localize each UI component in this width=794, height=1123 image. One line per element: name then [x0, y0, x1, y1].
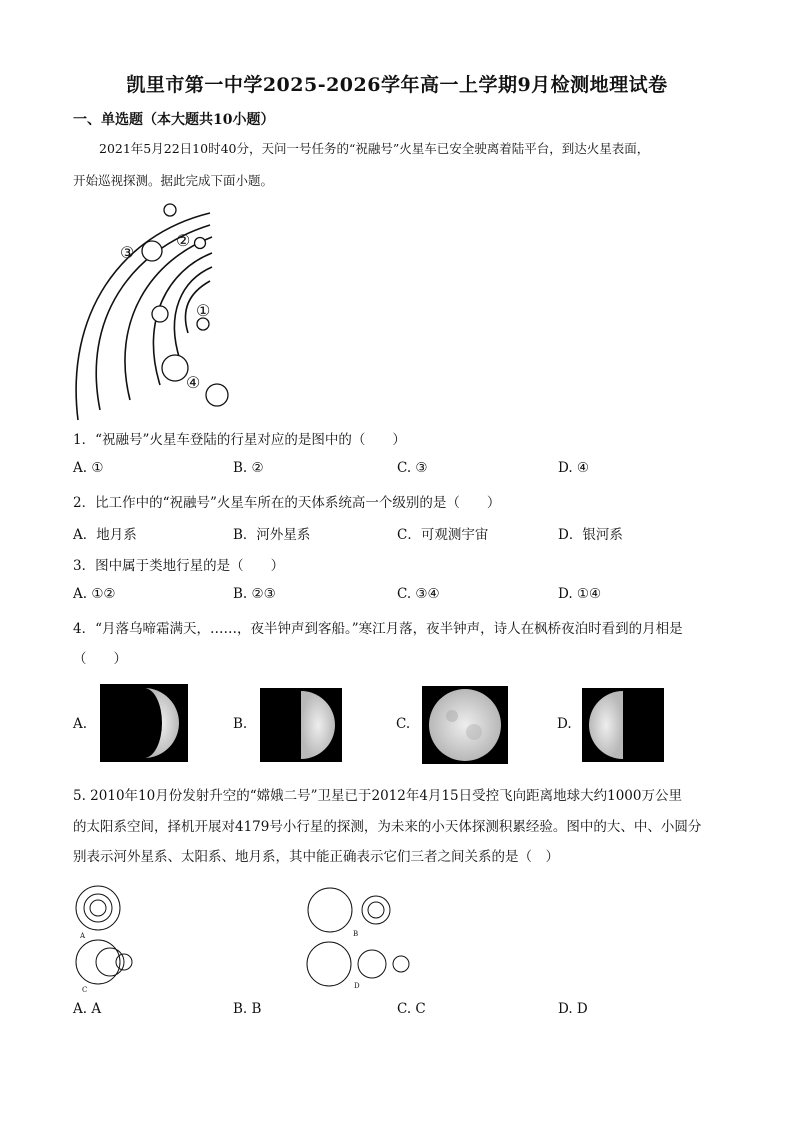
- moon-phase-b-image[interactable]: [260, 688, 342, 762]
- question-2-options: [73, 523, 733, 545]
- diagram-b-small-circle: [368, 902, 384, 918]
- option-d[interactable]: D. ①④: [558, 586, 602, 602]
- option-a[interactable]: A. A: [73, 1001, 102, 1017]
- moon-phase-a-image[interactable]: [100, 684, 188, 762]
- diagram-b-large-circle: [308, 888, 352, 932]
- option-a[interactable]: A.: [73, 716, 88, 732]
- diagram-d-medium-circle: [358, 950, 386, 978]
- diagram-a-label: A: [80, 932, 86, 940]
- question-4-stem-line-1: 4．“月落乌啼霜满天，……，夜半钟声到客船。”寒江月落，夜半钟声，诗人在枫桥夜泊时看到的月相是: [73, 621, 683, 637]
- question-3-stem: 3．图中属于类地行星的是（ ）: [73, 558, 285, 574]
- option-b[interactable]: B．河外星系: [233, 527, 311, 543]
- option-b[interactable]: B. B: [233, 1001, 262, 1017]
- question-1-stem: 1．“祝融号”火星车登陆的行星对应的是图中的（ ）: [73, 432, 406, 448]
- diagram-a-medium-circle: [84, 894, 112, 922]
- option-b[interactable]: B.: [233, 716, 248, 732]
- option-a[interactable]: A．地月系: [73, 527, 137, 543]
- diagram-b-label: B: [353, 930, 359, 938]
- page-title: 凯里市第一中学2025-2026学年高一上学期9月检测地理试卷: [126, 74, 668, 96]
- passage-line-2: 开始巡视探测。据此完成下面小题。: [73, 173, 274, 188]
- planet-circle: [162, 355, 188, 381]
- option-d[interactable]: D.: [557, 716, 572, 732]
- galaxy-relationship-diagrams: [70, 884, 430, 996]
- diagram-d-small-circle: [393, 956, 409, 972]
- planet-circle: [152, 306, 168, 322]
- diagram-d-label: D: [354, 982, 360, 990]
- planet-circle: [195, 238, 206, 249]
- solar-system-orbit-figure: [60, 195, 260, 425]
- question-5-stem-line-3: 别表示河外星系、太阳系、地月系，其中能正确表示它们三者之间关系的是（ ）: [73, 849, 559, 865]
- option-c[interactable]: C.: [396, 716, 411, 732]
- moon-phase-d-image[interactable]: [582, 688, 664, 762]
- option-a[interactable]: A. ①: [73, 460, 104, 476]
- option-c[interactable]: C. ③④: [397, 586, 440, 602]
- option-c[interactable]: C. ③: [397, 460, 428, 476]
- planet-circle: [142, 241, 162, 261]
- orbit-mark: ③: [120, 243, 135, 262]
- option-a[interactable]: A. ①②: [73, 586, 116, 602]
- question-2-stem: 2．比工作中的“祝融号”火星车所在的天体系统高一个级别的是（ ）: [73, 495, 501, 511]
- option-b[interactable]: B. ②③: [233, 586, 276, 602]
- option-d[interactable]: D．银河系: [558, 527, 623, 543]
- orbit-mark: ④: [186, 373, 201, 392]
- passage-line-1: 2021年5月22日10时40分，天问一号任务的“祝融号”火星车已安全驶离着陆平台，到达火星表面，: [99, 141, 650, 156]
- diagram-c-large-circle: [76, 940, 120, 984]
- orbit-mark: ②: [176, 231, 191, 250]
- question-5-stem-line-2: 的太阳系空间，择机开展对4179号小行星的探测，为未来的小天体探测积累经验。图中的大、中、小圆分: [73, 819, 702, 835]
- planet-circle: [206, 384, 228, 406]
- question-5-options: [73, 1001, 733, 1023]
- diagram-a-small-circle: [90, 900, 106, 916]
- option-b[interactable]: B. ②: [233, 460, 264, 476]
- orbit-mark: ①: [196, 301, 211, 320]
- question-3-options: [73, 586, 733, 608]
- moon-phase-c-image[interactable]: [422, 686, 508, 764]
- diagram-d-large-circle: [307, 942, 351, 986]
- option-d[interactable]: D. ④: [558, 460, 590, 476]
- question-1-options: [73, 460, 733, 482]
- planet-circle: [164, 204, 176, 216]
- option-c[interactable]: C．可观测宇宙: [397, 527, 489, 543]
- question-4-stem-line-2: （ ）: [73, 651, 127, 667]
- diagram-b-medium-circle: [362, 896, 390, 924]
- section-heading: 一、单选题（本大题共10小题）: [73, 112, 275, 128]
- diagram-c-label: C: [82, 986, 88, 994]
- diagram-a-large-circle: [76, 886, 120, 930]
- option-d[interactable]: D. D: [558, 1001, 588, 1017]
- question-5-stem-line-1: 5. 2010年10月份发射升空的“嫦娥二号”卫星已于2012年4月15日受控飞向距离地球大约1000万公里: [73, 788, 682, 804]
- option-c[interactable]: C. C: [397, 1001, 426, 1017]
